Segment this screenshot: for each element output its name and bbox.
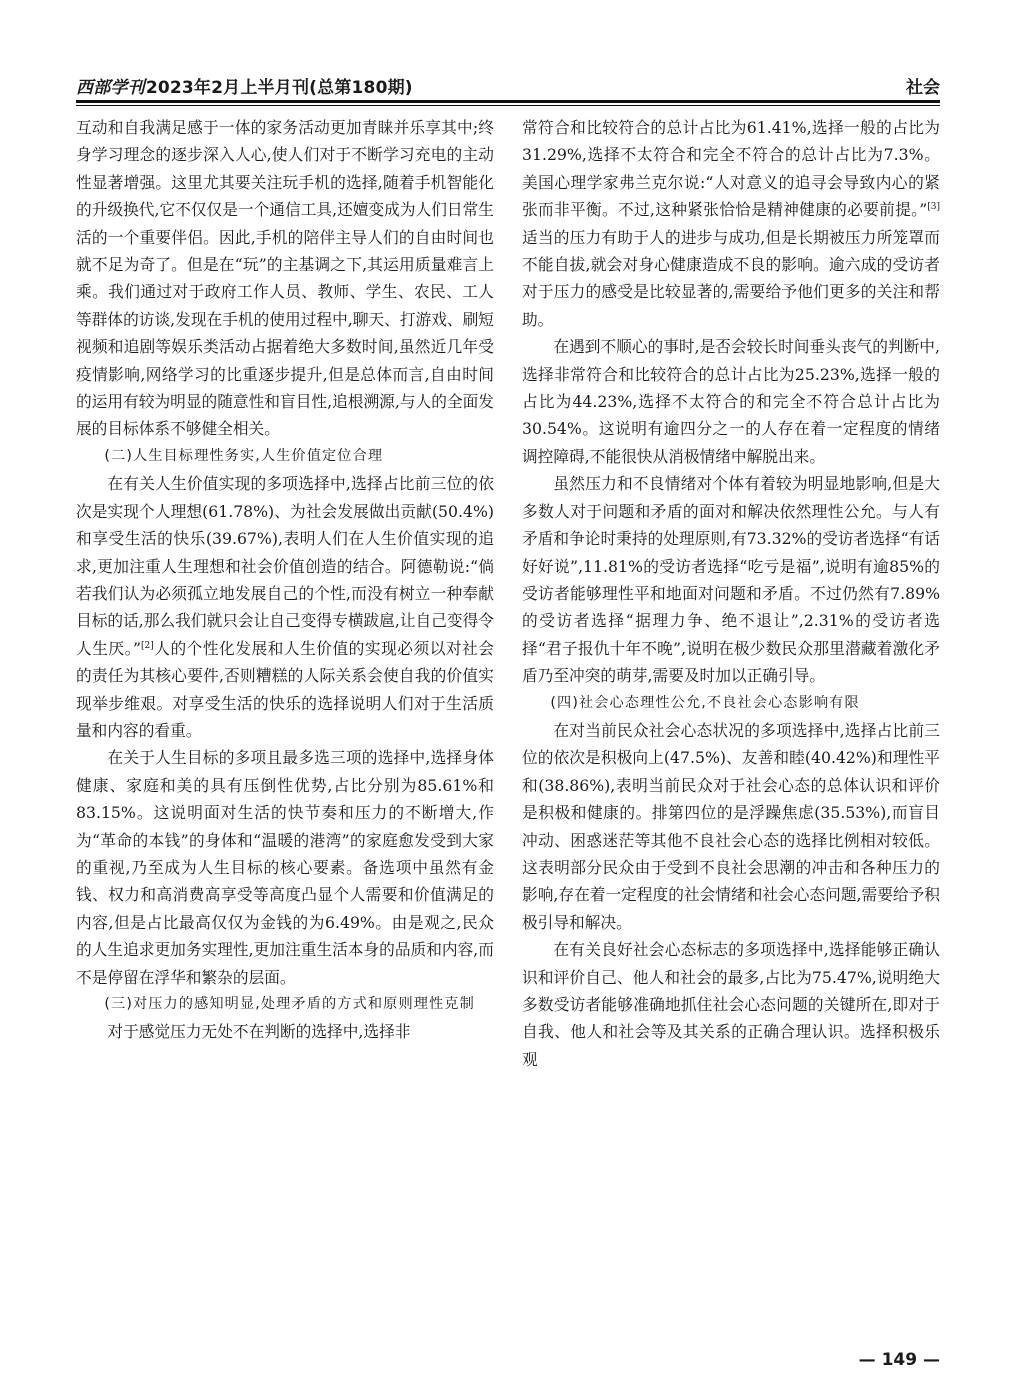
paragraph: 在遇到不顺心的事时,是否会较长时间垂头丧气的判断中,选择非常符合和比较符合的总计占比为25.23%,选择一般的占比为44.23%,选择不太符合的和完全不符合总计占比为30.54%。这说明有逾四分之一的人存在着一定程度的情绪调控障碍,不能很快从消极情绪中解脱出来。: [522, 337, 940, 466]
header-rule-thin: [76, 105, 940, 106]
page-number: — 149 —: [858, 1350, 940, 1370]
paragraph: 在关于人生目标的多项且最多选三项的选择中,选择身体健康、家庭和美的具有压倒性优势,占比分别为85.61%和83.15%。这说明面对生活的快节奏和压力的不断增大,作为“革命的本钱”的身体和“温暖的港湾”的家庭愈发受到大家的重视,乃至成为人生目标的核心要素。备选项中虽然有金钱、权力和高消费高享受等高度凸显个人需要和价值满足的内容,但是占比最高仅仅为金钱的为6.49%。由是观之,民众的人生追求更加务实理性,更加注重生活本身的品质和内容,而不是停留在浮华和繁杂的层面。: [76, 748, 494, 987]
paragraph: [76, 470, 494, 744]
paragraph: [522, 114, 940, 333]
paragraph: 对于感觉压力无处不在判断的选择中,选择非: [107, 1022, 411, 1042]
section-heading-4: (四)社会心态理性公允,不良社会心态影响有限: [550, 694, 860, 711]
section-heading-3: (三)对压力的感知明显,处理矛盾的方式和原则理性克制: [104, 996, 475, 1012]
issue-label: 2023年2月上半月刊(总第180期): [145, 78, 413, 98]
paragraph-text: 常符合和比较符合的总计占比为61.41%,选择一般的占比为31.29%,选择不太符合和完全不符合的总计占比为7.3%。美国心理学家弗兰克尔说:“人对意义的追寻会导致内心的紧张而非平衡。不过,这种紧张恰恰是精神健康的必要前提。”: [522, 118, 940, 220]
citation-ref: [2]: [140, 640, 154, 651]
paragraph-text: 在有关人生价值实现的多项选择中,选择占比前三位的依次是实现个人理想(61.78%)、为社会发展做出贡献(50.4%)和享受生活的快乐(39.67%),表明人们在人生价值实现的追求,更加注重人生理想和社会价值创造的结合。阿德勒说:“倘若我们认为必须孤立地发展自己的个性,而没有树立一种奉献目标的话,那么我们就只会让自己变得专横跋扈,让自己变得令人生厌。”: [76, 474, 494, 658]
citation-ref: [3]: [927, 201, 940, 212]
section-label: 社会: [906, 78, 940, 98]
running-header: [76, 72, 940, 98]
right-column: [522, 114, 940, 1073]
paragraph: 在对当前民众社会心态状况的多项选择中,选择占比前三位的依次是积极向上(47.5%)、友善和睦(40.42%)和理性平和(38.86%),表明当前民众对于社会心态的总体认识和评价是积极和健康的。排第四位的是浮躁焦虑(35.53%),而盲目冲动、困惑迷茫等其他不良社会心态的选择比例相对较低。这表明部分民众由于受到不良社会思潮的冲击和各种压力的影响,存在着一定程度的社会情绪和社会心态问题,需要给予积极引导和解决。: [522, 720, 940, 932]
paragraph: 在有关良好社会心态标志的多项选择中,选择能够正确认识和评价自己、他人和社会的最多,占比为75.47%,说明绝大多数受访者能够准确地抓住社会心态问题的关键所在,即对于自我、他人和社会等及其关系的正确合理认识。选择积极乐观: [522, 940, 940, 1069]
paragraph-text: 人的个性化发展和人生价值的实现必须以对社会的责任为其核心要件,否则糟糕的人际关系会使自我的价值实现举步维艰。对享受生活的快乐的选择说明人们对于生活质量和内容的看重。: [76, 638, 494, 740]
journal-issue: [76, 73, 413, 98]
paragraph: 互动和自我满足感于一体的家务活动更加青睐并乐享其中;终身学习理念的逐步深入人心,使人们对于不断学习充电的主动性显著增强。这里尤其要关注玩手机的选择,随着手机智能化的升级换代,它不仅仅是一个通信工具,还嬗变成为人们日常生活的一个重要伴侣。因此,手机的陪伴主导人们的自由时间也就不足为奇了。但是在“玩”的主基调之下,其运用质量难言上乘。我们通过对于政府工作人员、教师、学生、农民、工人等群体的访谈,发现在手机的使用过程中,聊天、打游戏、刷短视频和追剧等娱乐类活动占据着绝大多数时间,虽然近几年受疫情影响,网络学习的比重逐步提升,但是总体而言,自由时间的运用有较为明显的随意性和盲目性,追根溯源,与人的全面发展的目标体系不够健全相关。: [76, 118, 494, 439]
paragraph: 虽然压力和不良情绪对个体有着较为明显地影响,但是大多数人对于问题和矛盾的面对和解决依然理性公允。与人有矛盾和争论时秉持的处理原则,有73.32%的受访者选择“有话好好说”,11.81%的受访者选择“吃亏是福”,说明有逾85%的受访者能够理性平和地面对问题和矛盾。不过仍然有7.89%的受访者选择“据理力争、绝不退让”,2.31%的受访者选择“君子报仇十年不晚”,说明在极少数民众那里潜藏着激化矛盾乃至冲突的萌芽,需要及时加以正确引导。: [522, 474, 940, 686]
left-column: [76, 114, 494, 1046]
section-heading-2: (二)人生目标理性务实,人生价值定位合理: [104, 447, 384, 464]
header-rule-thick: [76, 100, 940, 103]
journal-logo: 西部学刊: [76, 78, 145, 98]
paragraph-text: 适当的压力有助于人的进步与成功,但是长期被压力所笼罩而不能自拔,就会对身心健康造成不良的影响。逾六成的受访者对于压力的感受是比较显著的,需要给予他们更多的关注和帮助。: [522, 227, 940, 329]
